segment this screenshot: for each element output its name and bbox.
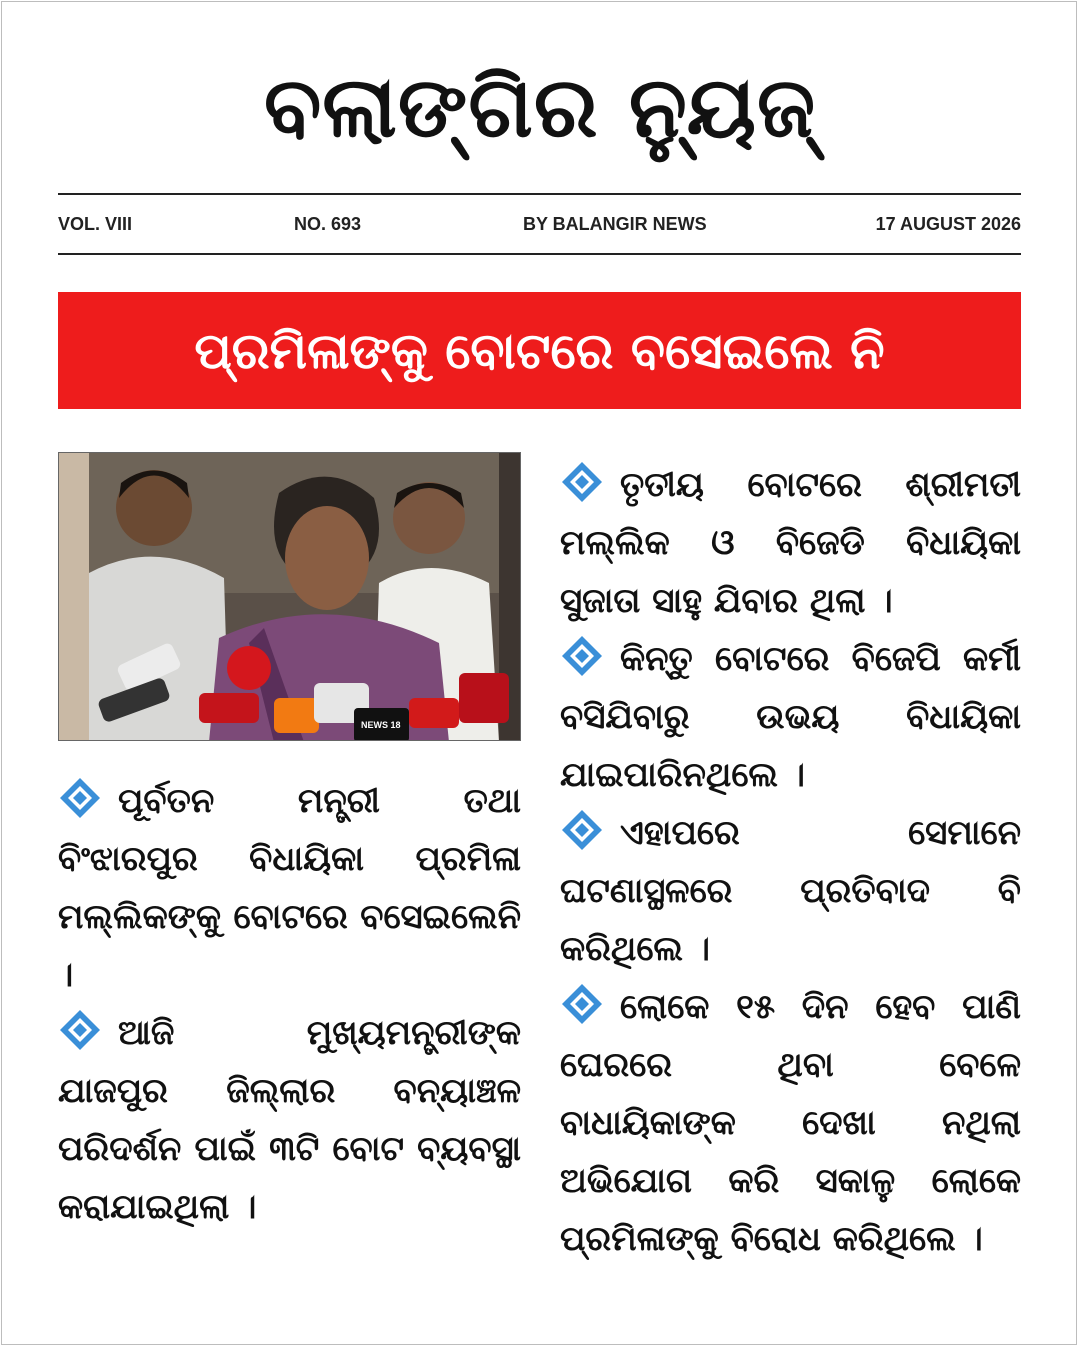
diamond-sparkle-icon bbox=[560, 808, 604, 852]
paragraph-text: ଆଜି ମୁଖ୍ୟମନ୍ତ୍ରୀଙ୍କ ଯାଜପୁର ଜିଲ୍ଲାର ବନ୍ୟାଞ୍ଚଳ ପରିଦର୍ଶନ ପାଇଁ ୩ଟି ବୋଟ ବ୍ୟବସ୍ଥା କରାଯାଇଥିଲା । bbox=[58, 1013, 521, 1227]
diamond-sparkle-icon bbox=[58, 1008, 102, 1052]
news-photo-icon bbox=[59, 453, 521, 741]
divider-top bbox=[58, 193, 1021, 195]
divider-bottom bbox=[58, 253, 1021, 255]
article-paragraph bbox=[560, 804, 1021, 978]
volume-label: VOL. VIII bbox=[58, 214, 133, 234]
paragraph-text: ତୃତୀୟ ବୋଟରେ ଶ୍ରୀମତୀ ମଲ୍ଲିକ ଓ ବିଜେଡି ବିଧାୟିକା ସୁଜାତା ସାହୁ ଯିବାର ଥିଲା । bbox=[560, 465, 1021, 621]
headline: ପ୍ରମିଳାଙ୍କୁ ବୋଟରେ ବସେଇଲେ ନି bbox=[194, 321, 885, 380]
article-paragraph bbox=[58, 772, 521, 1004]
mic-label: NEWS 18 bbox=[361, 720, 401, 730]
diamond-sparkle-icon bbox=[560, 460, 604, 504]
paragraph-text: କିନ୍ତୁ ବୋଟରେ ବିଜେପି କର୍ମୀ ବସିଯିବାରୁ ଉଭୟ ବିଧାୟିକା ଯାଇପାରିନଥିଲେ । bbox=[560, 639, 1021, 795]
diamond-sparkle-icon bbox=[58, 776, 102, 820]
article-paragraph bbox=[560, 630, 1021, 804]
headline-banner bbox=[58, 292, 1021, 409]
paragraph-text: ପୂର୍ବତନ ମନ୍ତ୍ରୀ ତଥା ବିଂଝାରପୁର ବିଧାୟିକା ପ୍ରମିଳା ମଲ୍ଲିକଙ୍କୁ ବୋଟରେ ବସେଇଲେନି । bbox=[58, 781, 521, 995]
paragraph-text: ଏହାପରେ ସେମାନେ ଘଟଣାସ୍ଥଳରେ ପ୍ରତିବାଦ ବି କରିଥିଲେ । bbox=[560, 813, 1021, 969]
article-paragraph bbox=[560, 456, 1021, 630]
right-column bbox=[560, 456, 1021, 1268]
paragraph-text: ଲୋକେ ୧୫ ଦିନ ହେବ ପାଣି ଘେରରେ ଥିବା ବେଳେ ବାଧାୟିକାଙ୍କ ଦେଖା ନଥିଲା ଅଭିଯୋଗ କରି ସକାଳୁ ଲୋକେ ପ୍ରମିଳାଙ୍କୁ ବିରୋଧ କରିଥିଲେ । bbox=[560, 987, 1021, 1259]
diamond-sparkle-icon bbox=[560, 634, 604, 678]
article-paragraph bbox=[560, 978, 1021, 1268]
issue-number: NO. 693 bbox=[294, 214, 362, 234]
diamond-sparkle-icon bbox=[560, 982, 604, 1026]
article-paragraph bbox=[58, 1004, 521, 1236]
news-photo bbox=[58, 452, 521, 741]
meta-row bbox=[58, 209, 1021, 239]
left-column bbox=[58, 772, 521, 1236]
issue-date: 17 AUGUST 2026 bbox=[875, 214, 1021, 234]
byline: BY BALANGIR NEWS bbox=[523, 214, 707, 234]
masthead-title: ବଲାଙ୍ଗିର ନ୍ୟୁଜ୍ bbox=[263, 58, 817, 156]
